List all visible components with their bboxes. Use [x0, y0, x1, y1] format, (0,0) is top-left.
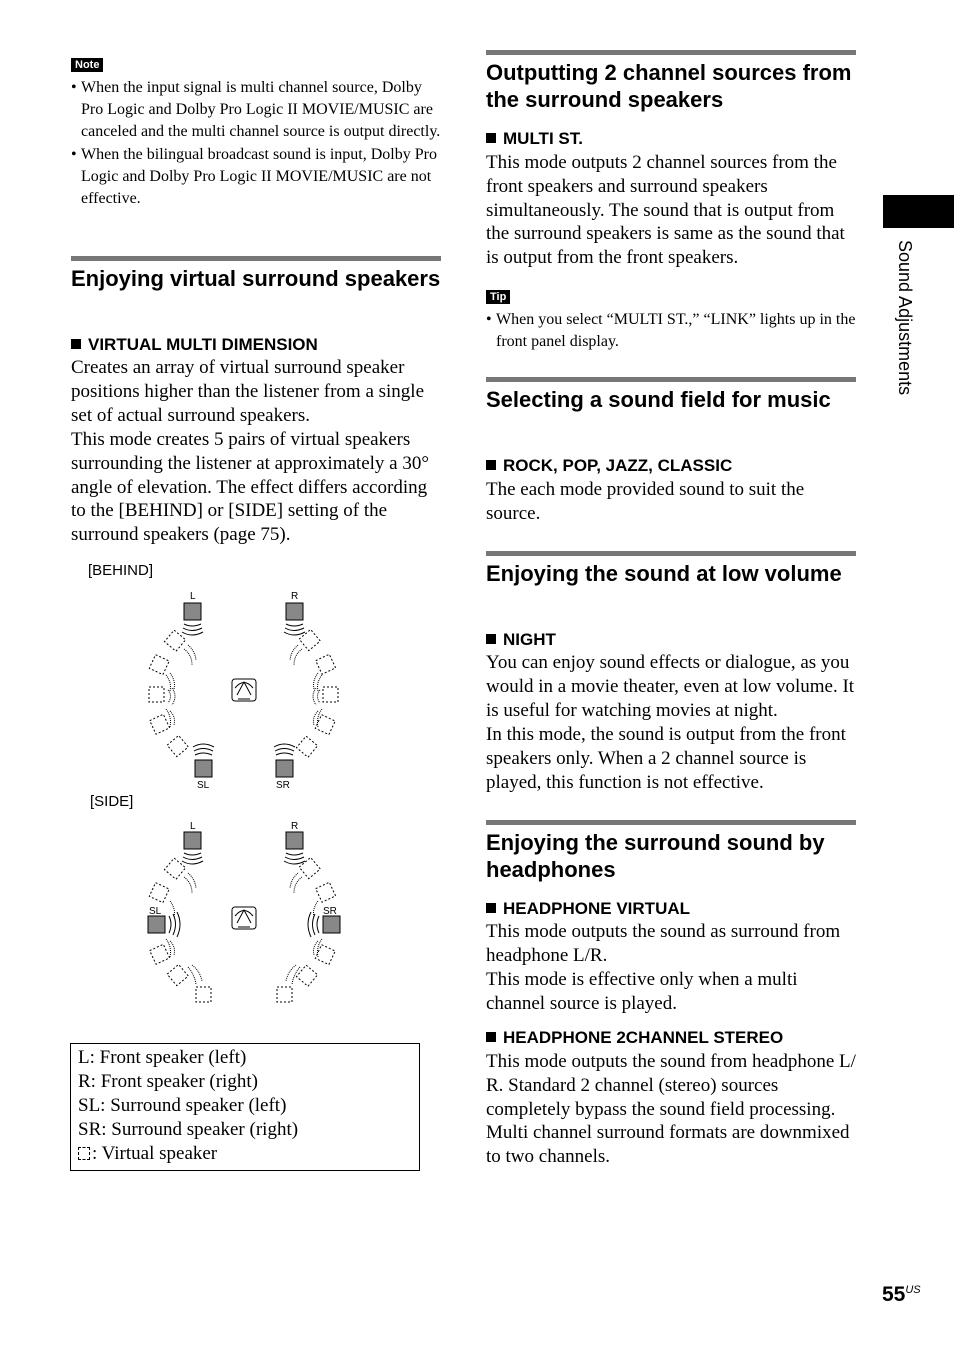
square-bullet-icon	[486, 133, 496, 143]
note-label: Note	[71, 58, 103, 72]
page-number-suffix: US	[905, 1284, 921, 1296]
speaker-legend	[70, 1043, 420, 1171]
legend-virtual-text: : Virtual speaker	[92, 1143, 218, 1164]
night-subheading	[486, 630, 556, 650]
front-left-speaker-icon	[184, 603, 201, 620]
section-rule	[486, 377, 856, 382]
virtual-speaker-icon	[78, 1147, 90, 1160]
headphones-paragraph-2: This mode is effective only when a multi channel source is played.	[486, 969, 798, 1014]
music-paragraph: The each mode provided sound to suit the source.	[486, 479, 805, 524]
front-left-speaker-icon	[184, 832, 201, 849]
speaker-label-sl: SL	[149, 906, 162, 917]
multi-subheading	[486, 129, 583, 149]
tip-badge	[486, 287, 510, 305]
surround-right-speaker-icon	[276, 760, 293, 777]
headphones-subheading-2-text: HEADPHONE 2CHANNEL STEREO	[503, 1028, 784, 1047]
night-paragraph-1: You can enjoy sound effects or dialogue, as you would in a movie theater, even at low volume. It is useful for watching movies at night.	[486, 652, 855, 721]
square-bullet-icon	[71, 339, 81, 349]
speaker-label-l: L	[190, 591, 196, 602]
headphones-subheading-2	[486, 1028, 783, 1048]
music-heading: Selecting a sound field for music	[486, 387, 831, 412]
speaker-label-r: R	[291, 591, 299, 602]
surround-right-speaker-icon	[323, 916, 340, 933]
page-number	[882, 1283, 921, 1307]
side-speaker-diagram	[140, 815, 360, 1015]
square-bullet-icon	[486, 634, 496, 644]
legend-item-sl: SL: Surround speaker (left)	[78, 1095, 287, 1116]
speaker-label-sl: SL	[197, 780, 210, 791]
note-item: • When the bilingual broadcast sound is input, Dolby Pro Logic and Dolby Pro Logic II MOVIE/MUSIC are not effective.	[71, 144, 443, 210]
virtual-speakers-behind	[149, 629, 338, 757]
side-label: [SIDE]	[90, 793, 134, 810]
section-rule	[486, 50, 856, 55]
page-number-value: 55	[882, 1283, 906, 1306]
note-item: • When the input signal is multi channel source, Dolby Pro Logic and Dolby Pro Logic II MOVIE/MUSIC are canceled and the multi channel source is output directly.	[71, 77, 443, 143]
speaker-label-sr: SR	[323, 906, 337, 917]
virtual-paragraph-2: This mode creates 5 pairs of virtual speakers surrounding the listener at approximately a 30° angle of elevation. The effect differs according to the [BEHIND] or [SIDE] setting of the surround speakers (page 75).	[71, 429, 429, 546]
behind-speaker-diagram	[140, 585, 360, 795]
section-rule	[486, 820, 856, 825]
headphones-paragraph-1: This mode outputs the sound as surround from headphone L/R.	[486, 921, 841, 966]
night-subheading-text: NIGHT	[503, 630, 556, 649]
surround-left-speaker-icon	[148, 916, 165, 933]
note-badge	[71, 55, 103, 73]
square-bullet-icon	[486, 903, 496, 913]
square-bullet-icon	[486, 1032, 496, 1042]
square-bullet-icon	[486, 460, 496, 470]
section-rule	[71, 256, 441, 261]
headphones-heading: Enjoying the surround sound by headphones	[486, 830, 825, 882]
headphones-subheading-1	[486, 899, 690, 919]
tip-label: Tip	[486, 290, 510, 304]
section-rule	[486, 551, 856, 556]
listener-icon	[232, 679, 256, 701]
speaker-label-sr: SR	[276, 780, 290, 791]
tip-list	[486, 309, 858, 353]
front-right-speaker-icon	[286, 603, 303, 620]
front-right-speaker-icon	[286, 832, 303, 849]
multi-heading: Outputting 2 channel sources from the surround speakers	[486, 60, 852, 112]
speaker-label-r: R	[291, 821, 299, 832]
headphones-subheading-1-text: HEADPHONE VIRTUAL	[503, 899, 691, 918]
night-heading: Enjoying the sound at low volume	[486, 561, 842, 586]
virtual-subheading	[71, 335, 318, 355]
music-subheading	[486, 456, 732, 476]
tip-item: • When you select “MULTI ST.,” “LINK” lights up in the front panel display.	[486, 309, 858, 353]
surround-left-speaker-icon	[195, 760, 212, 777]
section-tab-marker	[883, 195, 954, 228]
virtual-heading: Enjoying virtual surround speakers	[71, 266, 441, 291]
night-paragraph-2: In this mode, the sound is output from the front speakers only. When a 2 channel source is played, this function is not effective.	[486, 724, 846, 793]
music-subheading-text: ROCK, POP, JAZZ, CLASSIC	[503, 456, 733, 475]
listener-icon	[232, 907, 256, 929]
virtual-paragraph-1: Creates an array of virtual surround speaker positions higher than the listener from a single set of actual surround speakers.	[71, 357, 425, 426]
headphones-paragraph-3: This mode outputs the sound from headphone L/ R. Standard 2 channel (stereo) sources completely bypass the sound field processing. Multi channel surround formats are downmixed to two channels.	[486, 1051, 856, 1168]
multi-subheading-text: MULTI ST.	[503, 129, 583, 148]
legend-item-sr: SR: Surround speaker (right)	[78, 1119, 299, 1140]
virtual-subheading-text: VIRTUAL MULTI DIMENSION	[88, 335, 318, 354]
legend-item-r: R: Front speaker (right)	[78, 1071, 258, 1092]
virtual-speakers-side	[149, 857, 335, 1002]
section-tab-label: Sound Adjustments	[895, 240, 915, 396]
legend-item-virtual	[71, 1142, 419, 1166]
note-list	[71, 77, 443, 210]
speaker-label-l: L	[190, 821, 196, 832]
behind-label: [BEHIND]	[88, 562, 154, 579]
legend-item-l: L: Front speaker (left)	[78, 1047, 247, 1068]
multi-paragraph: This mode outputs 2 channel sources from the front speakers and surround speakers simultaneously. The sound that is output from the surround speakers is same as the sound that is output from the front speakers.	[486, 152, 845, 269]
